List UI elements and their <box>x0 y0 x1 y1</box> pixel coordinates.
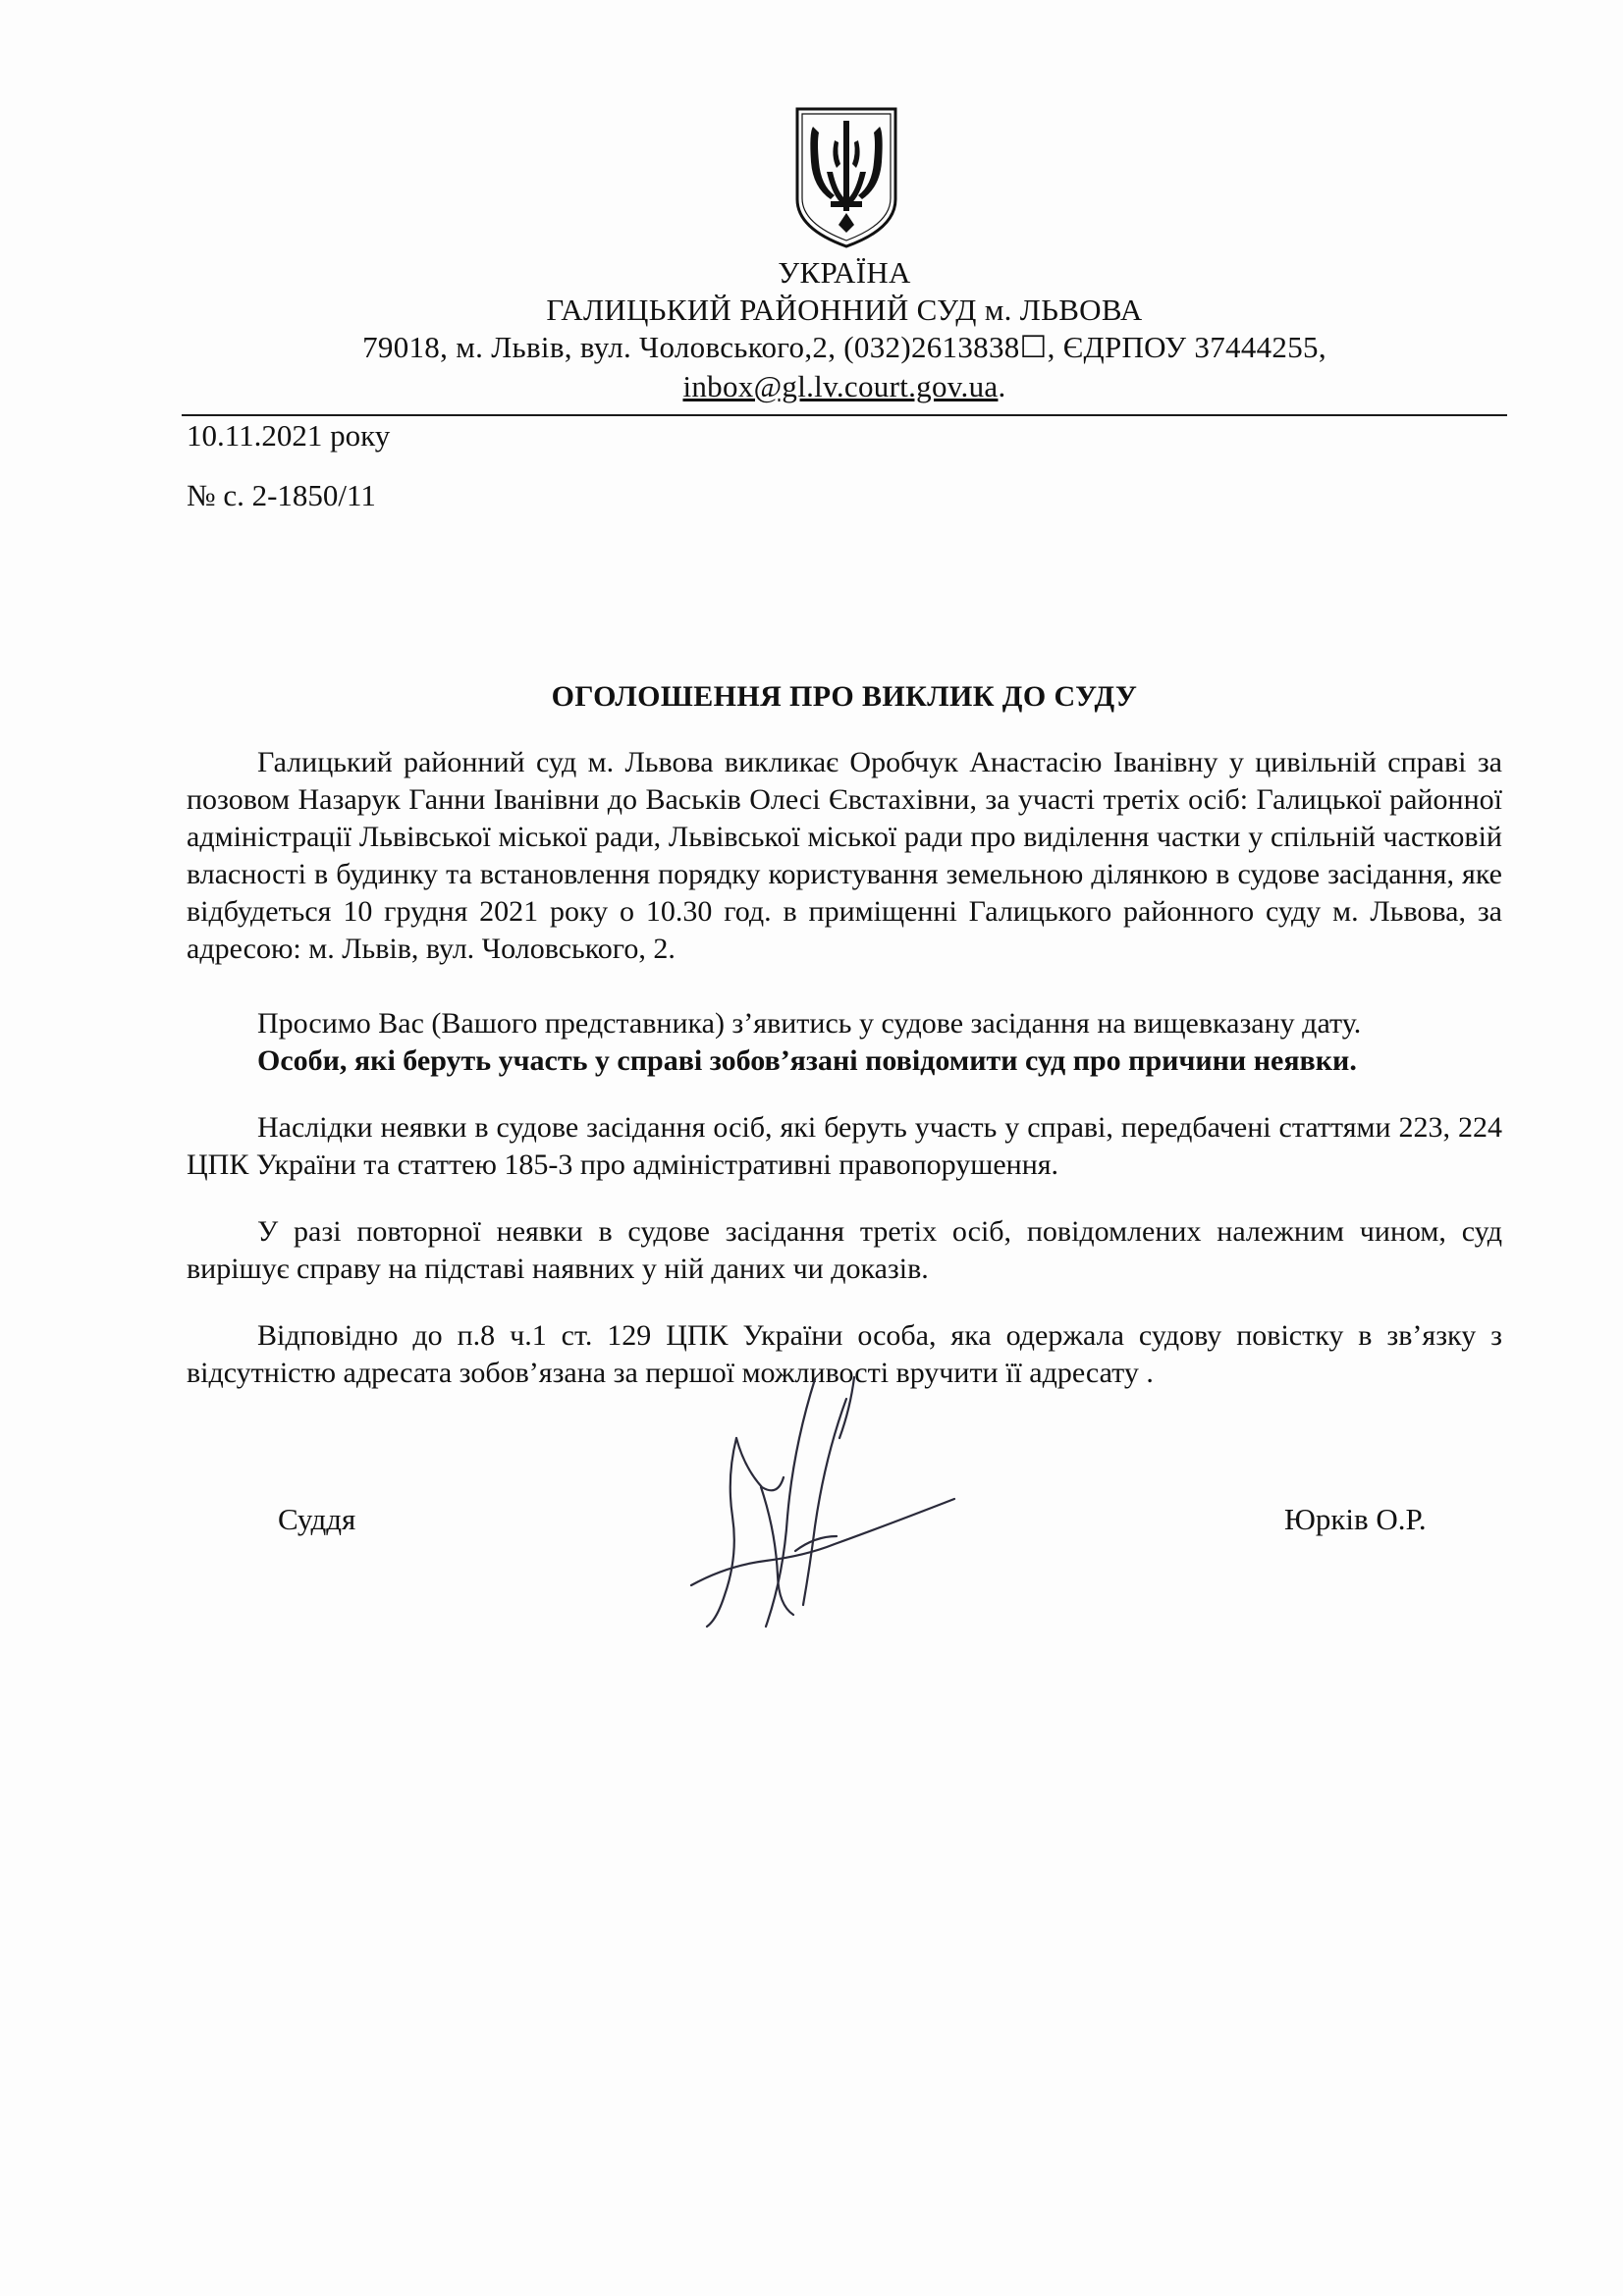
header-email-line <box>187 367 1502 406</box>
paragraph-obligation: Особи, які беруть участь у справі зобов’язані повідомити суд про причини неявки. <box>257 1044 1357 1077</box>
case-number: № с. 2-1850/11 <box>187 478 376 512</box>
header-address: 79018, м. Львів, вул. Чоловського,2, (032)2613838☐, ЄДРПОУ 37444255, <box>362 330 1326 364</box>
coat-of-arms-icon <box>791 103 901 250</box>
signer-name: Юрків О.Р. <box>1284 1502 1427 1536</box>
handwritten-signature <box>668 1369 962 1634</box>
header-country: УКРАЇНА <box>778 255 911 290</box>
paragraph-request: Просимо Вас (Вашого представника) з’явитись у судове засідання на вищевказану дату. <box>257 1007 1362 1040</box>
signer-role: Суддя <box>278 1502 356 1536</box>
paragraph-repeat-absence: У разі повторної неявки в судове засідання третіх осіб, повідомлених належним чином, суд вирішує справу на підставі наявних у ній даних чи доказів. <box>187 1215 1502 1285</box>
header-email-suffix: . <box>998 369 1006 403</box>
document-date: 10.11.2021 року <box>187 418 391 453</box>
header-email: inbox@gl.lv.court.gov.ua <box>682 369 999 403</box>
document-title: ОГОЛОШЕННЯ ПРО ВИКЛИК ДО СУДУ <box>551 680 1138 713</box>
paragraph-consequences: Наслідки неявки в судове засідання осіб, які беруть участь у справі, передбачені статтями 223, 224 ЦПК України та статтею 185-3 про адміністративні правопорушення. <box>187 1111 1502 1181</box>
header-court-name: ГАЛИЦЬКИЙ РАЙОННИЙ СУД м. ЛЬВОВА <box>546 293 1143 327</box>
paragraph-summons: Галицький районний суд м. Львова викликає Оробчук Анастасію Іванівну у цивільній справі за позовом Назарук Ганни Іванівни до Васьків Олесі Євстахівни, за участі третіх осіб: Галицької районної адміністрації Львівської міської ради, Львівської міської ради про виділення частки у спільній частковій власності в будинку та встановлення порядку користування земельною ділянкою в судове засідання, яке відбудеться 10 грудня 2021 року о 10.30 год. в приміщенні Галицького районного суду м. Львова, за адресою: м. Львів, вул. Чоловського, 2. <box>187 746 1502 965</box>
paragraph-delivery: Відповідно до п.8 ч.1 ст. 129 ЦПК України особа, яка одержала судову повістку в зв’язку з відсутністю адресата зобов’язана за першої можливості вручити її адресату . <box>187 1319 1502 1389</box>
